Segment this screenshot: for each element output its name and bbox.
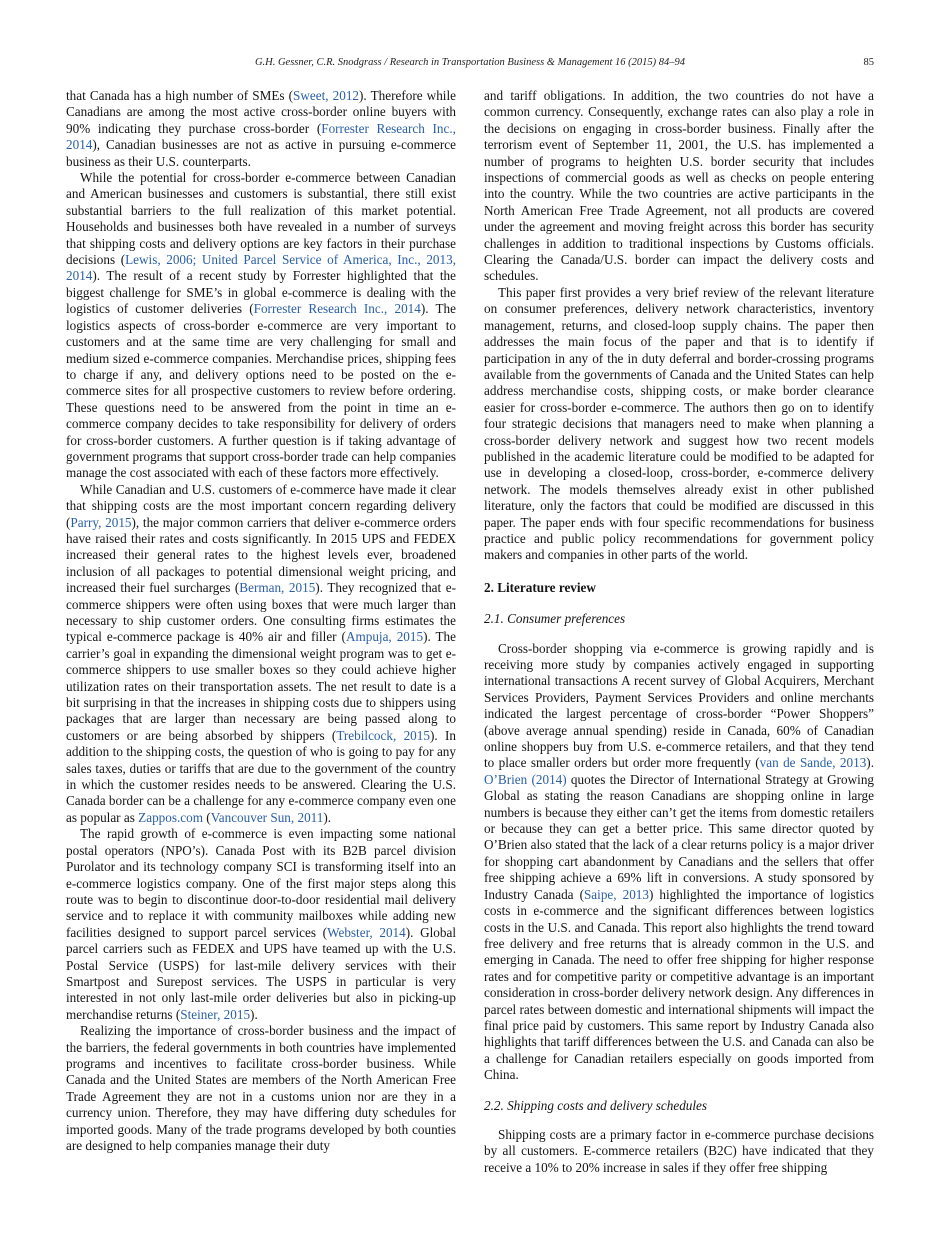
paragraph — [66, 826, 456, 1023]
citation-link[interactable]: Steiner, 2015 — [180, 1006, 251, 1022]
section-heading: 2. Literature review — [484, 579, 596, 595]
text-run: This paper first provides a very brief review of the relevant literature on consumer preferences, delivery network characteristics, inventory management, returns, and closed-loop supply chains. The paper then addresses the main focus of the paper and that is to identify if participation in any of the in duty deferral and border-crossing programs available from the governments of Canada and the United States can help address merchandise costs, shipping costs, or make border clearance easier for cross-border e-commerce. The authors then go on to identify four strategic decisions that managers need to make when planning a cross-border delivery network and suggest how two recent models published in the academic literature could be modified to be adapted for use in developing a closed-loop, cross-border, e-commerce delivery network. The models themselves already exist in other published literature, only the factors that could be modified are discussed in this paper. The paper ends with four specific recommendations for business practice and public policy recommendations for government policy makers and companies in other parts of the world. — [484, 284, 874, 563]
text-run: ). The result of a recent study by Forrester highlighted that the biggest challenge for SME’s in global e-commerce is dealing with the logistics of customer deliveries ( — [66, 268, 456, 317]
citation-link[interactable]: Forrester Research Inc., 2014 — [66, 120, 456, 153]
text-run: quotes the Director of International Strategy at Growing Global as stating the reason Canadians are shopping online in large numbers is because they either can’t get the items from domestic retailers or because they can get a better price. This same director quoted by O’Brien also stated that the lack of a clear returns policy is a major driver for shopping cart abandonment by Canadians and the sellers that offer free shipping achieve a 69% lift in conversions. A study sponsored by Industry Canada ( — [484, 771, 875, 902]
text-run: ). The carrier’s goal in expanding the dimensional weight program was to get e-commerce shippers to use smaller boxes so they could achieve higher utilization rates on their transportation assets. The net result to date is a bit surprising in that the increases in shipping costs due to shippers using packages that are larger than necessary are being passed along to customers or are being absorbed by shippers ( — [66, 629, 456, 743]
paragraph — [66, 482, 456, 827]
citation-link[interactable]: Webster, 2014 — [327, 924, 406, 940]
paragraph — [66, 170, 456, 482]
text-run: ). — [250, 1006, 258, 1022]
page-number: 85 — [863, 57, 874, 68]
paragraph — [66, 1023, 456, 1154]
text-run: that Canada has a high number of SMEs ( — [66, 88, 294, 103]
text-run: ). They recognized that e-commerce shippers were often using boxes that were much larger than necessary to ship customer orders. One consulting firms estimates the typical e-commerce package is 40% air and filler ( — [66, 580, 456, 645]
text-run: ). In addition to the shipping costs, the question of who is going to pay for any sales taxes, duties or tariffs that are due to the government of the country in which the customer resides needs to be answered. Clearing the U.S. Canada border can be a challenge for any e-commerce company even one as popular as — [66, 727, 456, 825]
text-run: ). The logistics aspects of cross-border e-commerce are very important to customers and at the same time are very challenging for small and medium sized e-commerce companies. Merchandise prices, shipping fees to charge if any, and delivery options need to be posted on the e-commerce sites for all prospective customers to review before ordering. These questions need to be answered from the point in time an e-commerce company decides to take responsibility for delivery of orders for cross-border customers. A further question is if taking advantage of government programs that support cross-border trade can help companies manage the cost associated with each of these factors more effectively. — [66, 301, 456, 481]
text-run: and tariff obligations. In addition, the two countries do not have a common currency. Consequently, exchange rates can also play a role in the decisions on engaging in cross-border business. Finally after the terrorism event of September 11, 2001, the U.S. has implemented a number of programs to heighten U.S. border security that includes inspections of commercial goods as well as checks on people entering into the country. While the two countries are active participants in the North American Free Trade Agreement, not all products are covered under the agreement and moving freight across this border has security challenges in addition to traditional inspections by Customs officials. Clearing the Canada/U.S. border can impact the delivery costs and schedules. — [484, 88, 874, 284]
text-run: The rapid growth of e-commerce is even impacting some national postal operators (NPO’s). Canada Post with its B2B parcel division Purolator and its technology company SCI is transforming itself into an e-commerce logistics company. One of the first major steps along this route was to begin to discontinue door-to-door residential mail delivery service and to replace it with community mailboxes while adding new facilities designed to support parcel services ( — [66, 826, 456, 940]
citation-link[interactable]: Saipe, 2013 — [583, 886, 649, 902]
page-header — [66, 56, 874, 72]
citation-link[interactable]: van de Sande, 2013 — [759, 755, 867, 771]
citation-link[interactable]: O’Brien (2014) — [484, 771, 567, 787]
text-run: ). — [323, 809, 332, 825]
citation-link[interactable]: Ampuja, 2015 — [345, 629, 424, 645]
article-body — [66, 88, 874, 1176]
paragraph — [484, 641, 874, 1084]
citation-link[interactable]: Trebilcock, 2015 — [336, 727, 430, 743]
citation-link[interactable]: Sweet, 2012 — [293, 88, 360, 103]
citation-link[interactable]: Forrester Research Inc., 2014 — [253, 301, 421, 317]
running-title: G.H. Gessner, C.R. Snodgrass / Research in Transportation Business & Management 16 (2015) 84–94 — [254, 57, 686, 68]
text-run: While the potential for cross-border e-commerce between Canadian and American businesses and customers is substantial, there still exist substantial barriers to the full realization of this market potential. Households and businesses both have revealed in a number of surveys that shipping costs and delivery options are key factors in their purchase decisions ( — [66, 170, 456, 268]
right-column — [484, 88, 874, 1176]
text-run: ), Canadian businesses are not as active in pursuing e-commerce business as their U.S. counterparts. — [66, 137, 456, 169]
text-run: While Canadian and U.S. customers of e-commerce have made it clear that shipping costs are the most important concern regarding delivery ( — [66, 481, 456, 530]
text-run: ). — [866, 755, 874, 771]
left-column — [66, 88, 456, 1176]
text-run: ( — [202, 809, 211, 825]
citation-link[interactable]: Berman, 2015 — [239, 580, 316, 596]
text-run: Realizing the importance of cross-border business and the impact of the barriers, the federal governments in both countries have implemented programs and incentives to facilitate cross-border business. While Canada and the United States are members of the North American Free Trade Agreement they are not in a customs union nor are they in a currency union. Therefore, they may have differing duty schedules for imported goods. Many of the trade programs developed by both counties are designed to help companies manage their duty — [66, 1023, 456, 1153]
paragraph — [484, 88, 874, 285]
text-run: ). Therefore while Canadians are among the most active cross-border online buyers with 90% indicating they purchase cross-border ( — [66, 88, 456, 136]
subsection-heading: 2.2. Shipping costs and delivery schedules — [484, 1097, 708, 1113]
citation-link[interactable]: Parry, 2015 — [70, 514, 132, 530]
text-run: ), the major common carriers that deliver e-commerce orders have raised their rates and costs significantly. In 2015 UPS and FEDEX increased their general rates to the highest levels ever, broadened inclusion of all packages to potential dimensional weight pricing, and increased their fuel surcharges ( — [66, 514, 456, 596]
text-run: ). Global parcel carriers such as FEDEX and UPS have teamed up with the U.S. Postal Service (USPS) for last-mile delivery services with their Smartpost and Surepost services. The USPS in particular is very interested in not only last-mile order deliveries but also in picking-up merchandise returns ( — [66, 924, 456, 1022]
citation-link[interactable]: Vancouver Sun, 2011 — [210, 809, 324, 825]
citation-link[interactable]: Zappos.com — [138, 809, 203, 825]
text-run: Shipping costs are a primary factor in e-commerce purchase decisions by all customers. E-commerce retailers (B2C) have indicated that they receive a 10% to 20% increase in sales if they offer free shipping — [484, 1126, 874, 1175]
subsection-heading: 2.1. Consumer preferences — [484, 611, 626, 627]
paragraph — [66, 88, 456, 170]
paragraph — [484, 285, 874, 564]
citation-link[interactable]: Lewis, 2006; United Parcel Service of America, Inc., 2013, 2014 — [66, 252, 456, 284]
text-run: Cross-border shopping via e-commerce is growing rapidly and is receiving more study by companies actively engaged in supporting international transactions A recent survey of Global Acquirers, Merchant Services Providers, Payment Services Providers and online merchants indicated the largest percentage of cross-border “Power Shoppers” (above average annual spending) reside in Canada, 60% of Canadian online shoppers buy from U.S. e-commerce retailers, and that they tend to place smaller orders but order more frequently ( — [484, 640, 874, 771]
text-run: ) highlighted the importance of logistics costs in e-commerce and the significant differences between logistics costs in the U.S. and Canada. This report also highlights the trend toward free delivery and free returns that is already common in the U.S. and emerging in Canada. The need to offer free shipping for higher response rates and for competitive parity or competitive advantage is an important consideration in cross-border delivery network design. Any differences in parcel rates between domestic and international shipments will impact the final price paid by customers. This same report by Industry Canada also highlights that tariff differences between the U.S. and Canada can also be a challenge for Canadian retailers especially on goods imported from China. — [484, 886, 875, 1083]
paragraph — [484, 1127, 874, 1176]
